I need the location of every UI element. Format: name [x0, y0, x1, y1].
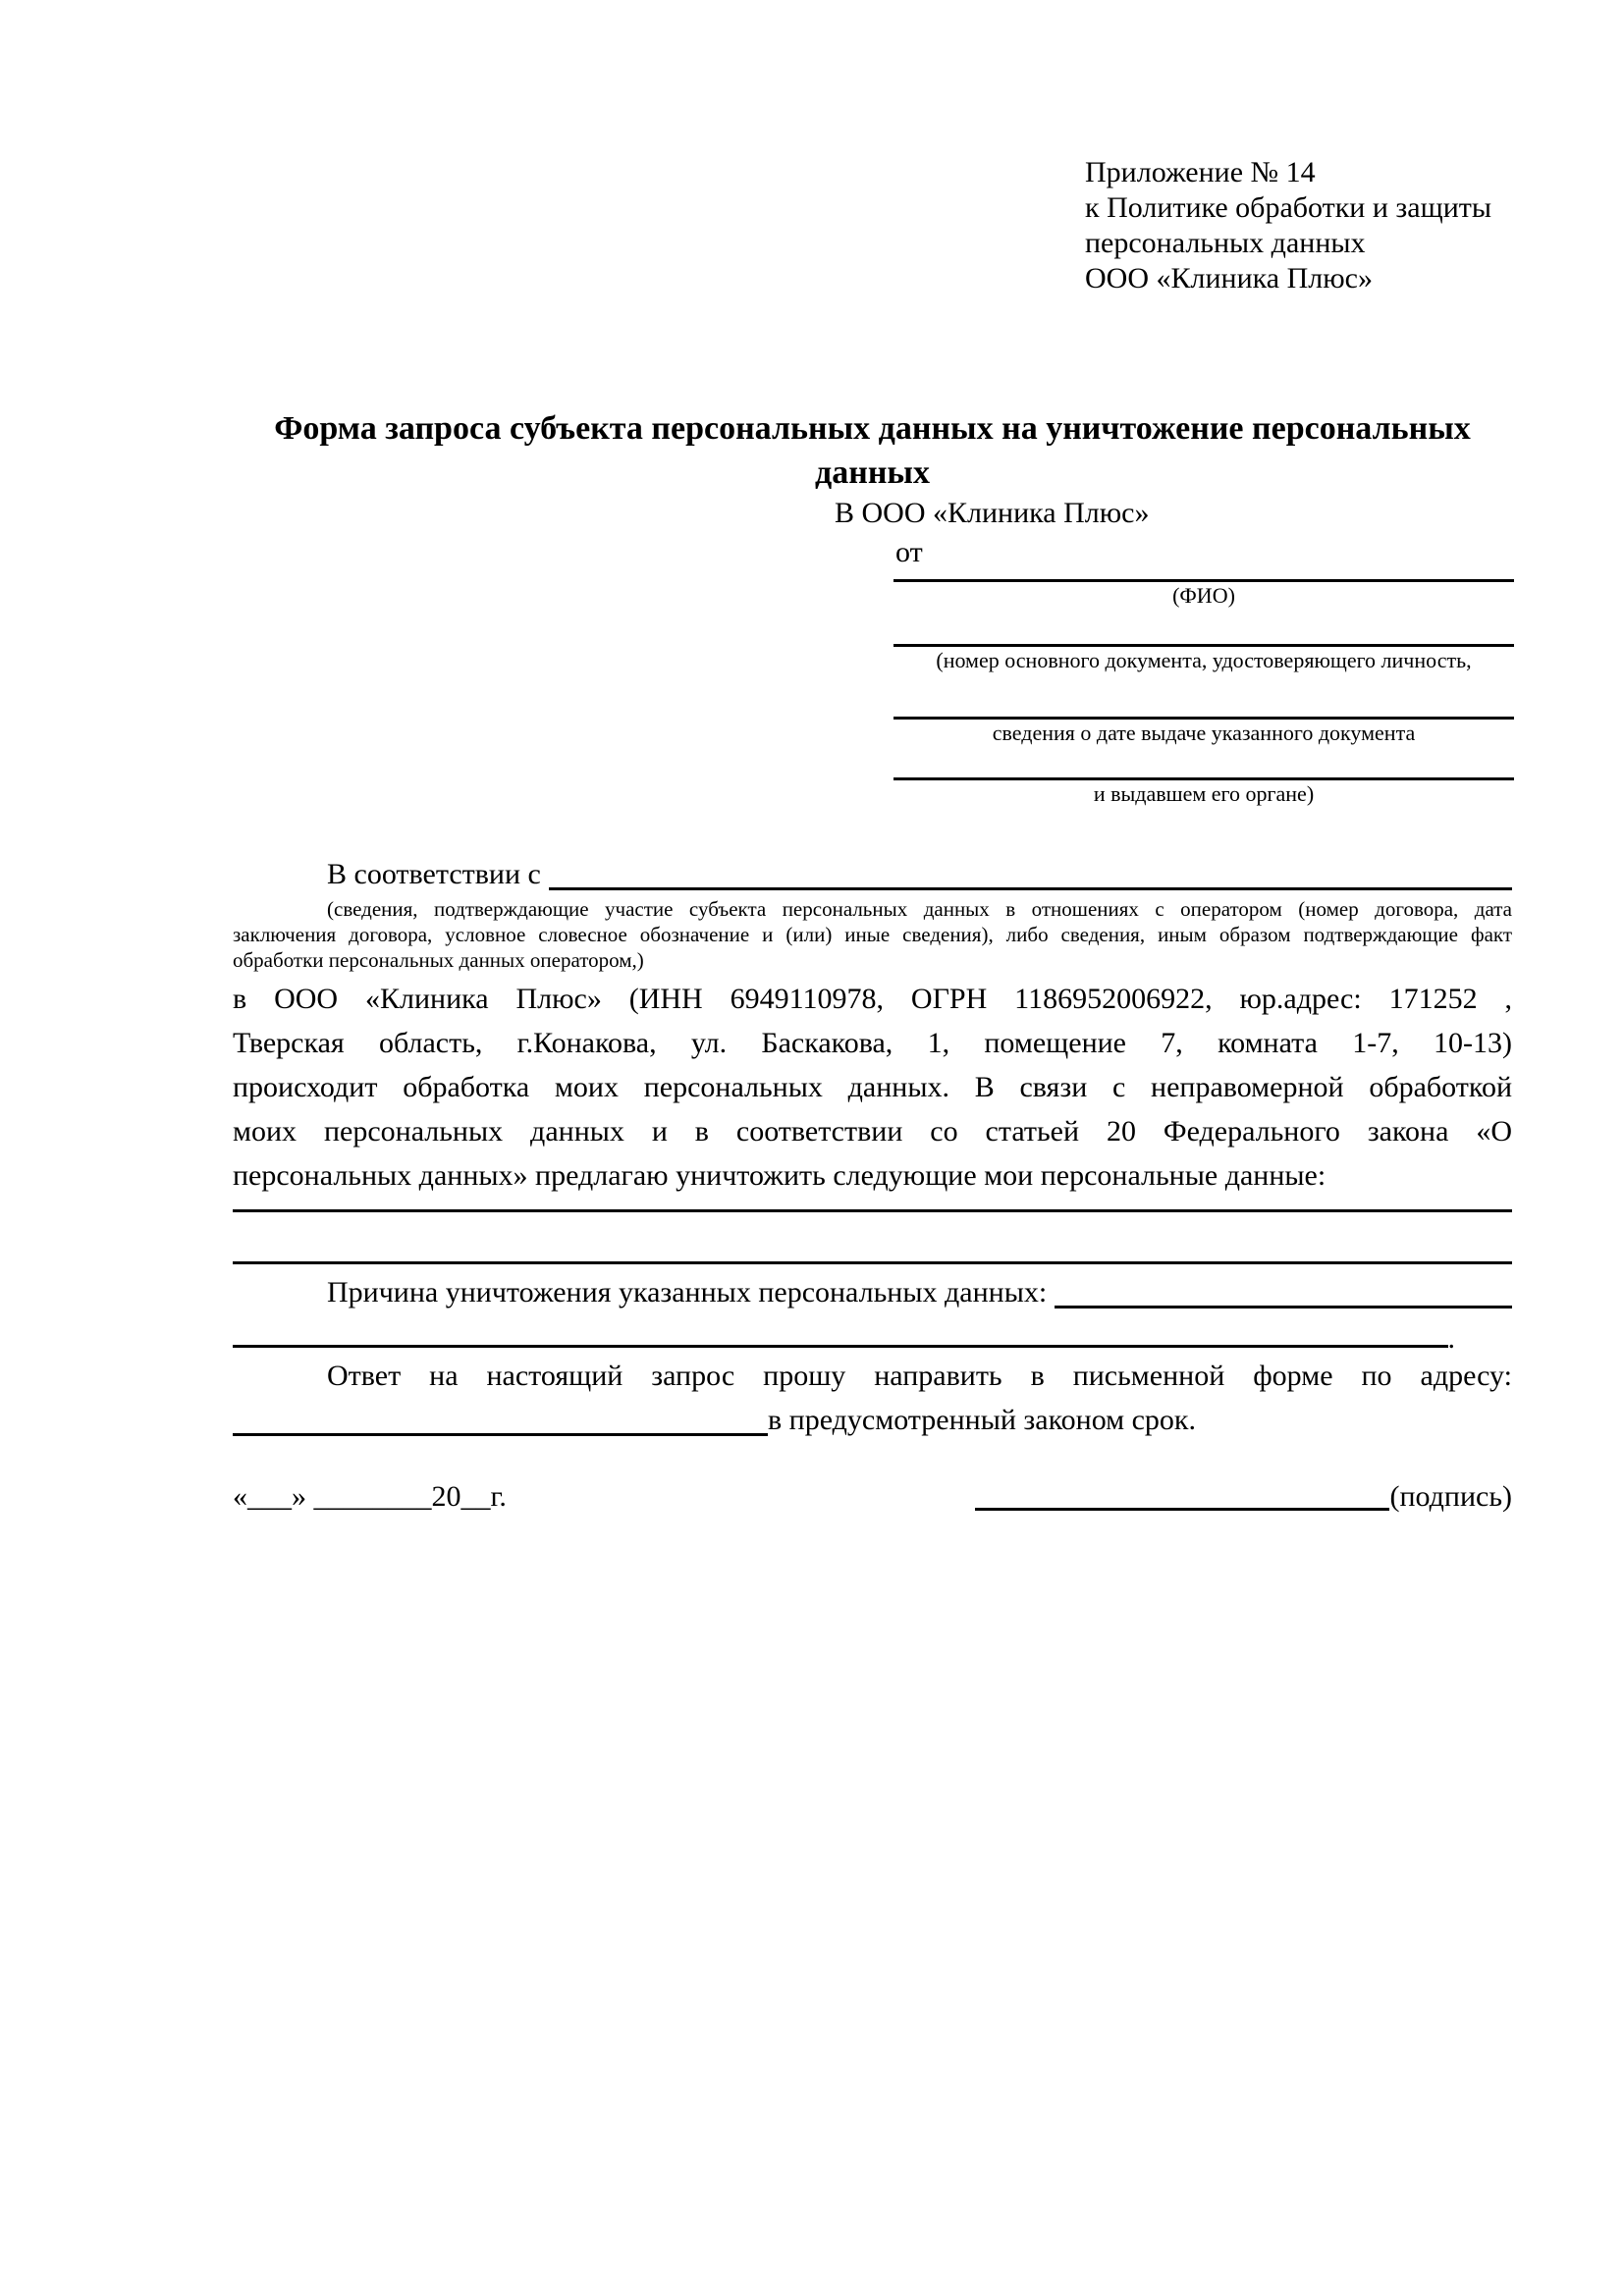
note-line: заключения договора, условное словесное обозначение и (или) иные сведения), либо сведения, иным образом подтверждающие факт	[233, 923, 1512, 946]
reason-row	[233, 1270, 1512, 1314]
annex-line: ООО «Клиника Плюс»	[1085, 262, 1373, 294]
issue-date-caption: сведения о дате выдаче указанного документа	[992, 721, 1416, 745]
answer-line: Ответ на настоящий запрос прошу направить в письменной форме по адресу:	[327, 1360, 1512, 1392]
annex-line: к Политике обработки и защиты	[1085, 191, 1492, 224]
body-line: Тверская область, г.Конакова, ул. Баскакова, 1, помещение 7, комната 1-7, 10-13)	[233, 1027, 1512, 1059]
body-line: персональных данных» предлагаю уничтожить следующие мои персональные данные:	[233, 1159, 1326, 1192]
data-fill-line-2	[233, 1212, 1512, 1264]
annex-line: Приложение № 14	[1085, 156, 1316, 188]
note-line: обработки персональных данных оператором,)	[233, 948, 644, 972]
note-line: (сведения, подтверждающие участие субъекта персональных данных в отношениях с оператором (номер договора, дата	[327, 897, 1512, 921]
body-line: происходит обработка моих персональных данных. В связи с неправомерной обработкой	[233, 1071, 1512, 1103]
accordance-fill-line	[549, 852, 1512, 890]
doc-number-caption: (номер основного документа, удостоверяющего личность,	[936, 648, 1472, 672]
fio-caption: (ФИО)	[1172, 583, 1235, 608]
data-fill-line-1	[233, 1198, 1512, 1212]
issue-authority-caption: и выдавшем его органе)	[1093, 781, 1315, 806]
fill-line	[233, 1314, 1448, 1348]
annex-line: персональных данных	[1085, 227, 1366, 259]
accordance-row	[233, 852, 1512, 896]
signature-group	[975, 1477, 1512, 1517]
applicant-fill-block	[893, 567, 1514, 807]
signature-fill-line	[975, 1508, 1389, 1511]
addressee-line: В ООО «Клиника Плюс»	[835, 497, 1150, 529]
accordance-note	[233, 896, 1512, 973]
reason-fill-line	[1055, 1270, 1512, 1308]
form-title: Форма запроса субъекта персональных данных на уничтожение персональных данных	[274, 410, 1471, 491]
reason-label: Причина уничтожения указанных персональных данных:	[327, 1276, 1048, 1308]
spacer	[893, 567, 1514, 579]
period: .	[1447, 1322, 1455, 1355]
spacer	[893, 746, 1514, 777]
spacer	[893, 673, 1514, 717]
signature-caption: (подпись)	[1389, 1480, 1512, 1513]
answer-address-row	[233, 1398, 1512, 1442]
date-signature-row	[233, 1477, 1512, 1517]
date-blank: «___» ________20__г.	[233, 1480, 507, 1513]
body-paragraph	[233, 977, 1512, 1198]
accordance-prefix: В соответствии с	[327, 858, 541, 890]
reason-fill-line-2	[233, 1314, 1455, 1354]
annex-block	[1085, 155, 1512, 296]
body-line: моих персональных данных и в соответствии со статьей 20 Федерального закона «О	[233, 1115, 1512, 1148]
from-label: от	[895, 536, 923, 568]
spacer	[893, 609, 1514, 644]
address-fill-line	[233, 1398, 768, 1436]
answer-tail: в предусмотренный законом срок.	[768, 1404, 1196, 1436]
body-line: в ООО «Клиника Плюс» (ИНН 6949110978, ОГРН 1186952006922, юр.адрес: 171252 ,	[233, 983, 1512, 1015]
